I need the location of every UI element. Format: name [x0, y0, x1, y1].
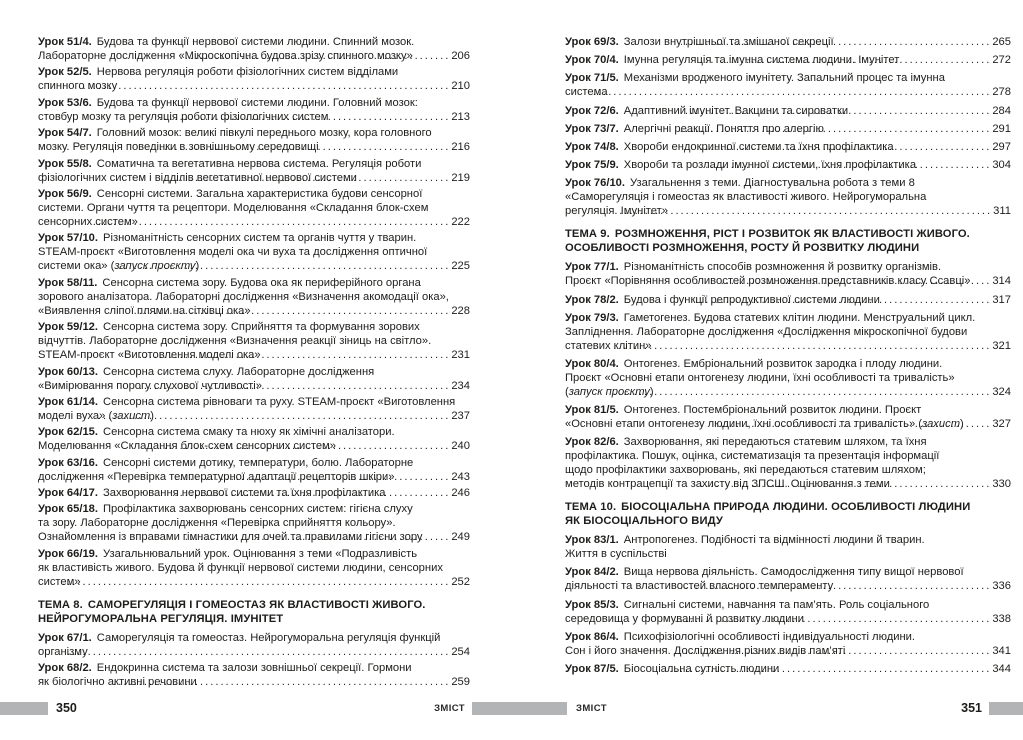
page-ref: 228 [451, 304, 470, 317]
entry-label: Урок 76/10. [565, 177, 626, 190]
page-ref: 338 [992, 612, 1011, 625]
footer-bar [989, 702, 1023, 715]
entry-text: середовища у формуванні й розвитку людини [565, 612, 804, 625]
dot-leader [686, 104, 992, 118]
page-ref: 272 [992, 54, 1011, 67]
dot-leader [67, 645, 450, 659]
page-ref: 324 [992, 385, 1011, 398]
entry-text: Моделювання «Складання блок-схем сенсорних систем» [38, 440, 336, 453]
entry-text: Урок 80/4. Онтогенез. Ембріональний розвиток зародка і плоду людини. [565, 357, 943, 370]
dot-leader [591, 85, 991, 99]
page-ref: 210 [451, 80, 470, 93]
entry-text: «Вимірювання порогу слухової чутливості» [38, 379, 262, 392]
toc-entry [565, 662, 1011, 676]
running-title: ЗМІСТ [434, 702, 465, 714]
page-ref: 222 [451, 215, 470, 228]
entry-text: Проєкт «Порівняння особливостей розмноження представників класу Ссавці» [565, 275, 971, 288]
entry-text: щодо профілактики захворювань, які передаються статевим шляхом; [565, 464, 926, 477]
dot-leader [114, 675, 451, 689]
toc-entry [565, 565, 1011, 593]
entry-text: Урок 75/9. Хвороби та розлади імунної системи, їхня профілактика [565, 159, 917, 172]
toc-entry [565, 140, 1011, 154]
page-ref: 327 [992, 418, 1011, 431]
page-ref: 297 [992, 140, 1011, 153]
page-ref: 219 [451, 171, 470, 184]
page-ref: 344 [992, 663, 1011, 675]
entry-text: регуляція. Імунітет» [565, 205, 669, 218]
toc-entry [38, 96, 470, 124]
entry-text: Урок 58/11. Сенсорна система зору. Будова ока як периферійного органа [38, 276, 421, 289]
toc-entry [38, 126, 470, 154]
page-ref: 284 [992, 104, 1011, 117]
dot-leader [97, 409, 451, 423]
page-ref: 225 [451, 260, 470, 273]
toc-theme-heading [565, 500, 1011, 528]
toc-entry [565, 311, 1011, 353]
dot-leader [63, 575, 450, 589]
entry-text: Ознайомлення із вправами гімнастики для очей та правилами гігієни зору [38, 531, 423, 544]
toc-entry [565, 598, 1011, 626]
footer-bar [472, 702, 512, 715]
page-ref: 240 [451, 440, 470, 453]
entry-text: системи ока» (запуск проєкту) [38, 260, 200, 273]
entry-label: Урок 73/7. [565, 122, 619, 135]
footer-bar [512, 702, 567, 715]
dot-leader [81, 79, 451, 93]
toc-entry [38, 456, 470, 484]
page-footer-right [512, 701, 1023, 715]
entry-text: Урок 86/4. Психофізіологічні особливості індивідуальності людини. [565, 630, 916, 643]
entry-label: Урок 57/10. [38, 232, 99, 245]
toc-entry [565, 403, 1011, 431]
entry-text: STEAM-проєкт «Виготовлення моделі ока» [38, 349, 261, 362]
toc-entry [38, 157, 470, 185]
entry-label: Урок 52/5. [38, 66, 92, 79]
page-right [512, 0, 1023, 740]
entry-text: ОСОБЛИВОСТІ РОЗМНОЖЕННЯ, РОСТУ Й РОЗВИТКУ ЛЮДИНИ [565, 242, 920, 255]
toc-entry [38, 425, 470, 453]
dot-leader [175, 470, 451, 484]
entry-text: зорового аналізатора. Лабораторні дослідження «Визначення акомодації ока», [38, 290, 449, 303]
entry-label: Урок 80/4. [565, 357, 619, 370]
dot-leader [695, 293, 991, 307]
toc-entry [565, 630, 1011, 658]
page-ref: 314 [992, 275, 1011, 288]
entry-text: Урок 77/1. Різноманітність способів розмноження й розвитку організмів. [565, 261, 942, 274]
page-ref: 246 [451, 487, 470, 500]
entry-text: «Виявлення сліпої плями на сітківці ока» [38, 304, 251, 317]
entry-label: ТЕМА 10. [565, 501, 617, 514]
toc-entry [38, 231, 470, 273]
entry-label: Урок 56/9. [38, 187, 92, 200]
entry-label: Урок 62/15. [38, 426, 99, 439]
page-ref: 249 [451, 531, 470, 544]
entry-label: Урок 68/2. [38, 662, 92, 675]
dot-leader [614, 385, 992, 399]
toc-entry [38, 65, 470, 93]
entry-text: Урок 56/9. Сенсорні системи. Загальна характеристика будови сенсорної [38, 187, 423, 200]
entry-text: Урок 63/16. Сенсорні системи дотику, температури, болю. Лабораторне [38, 456, 414, 469]
entry-label: Урок 84/2. [565, 566, 619, 579]
dot-leader [154, 140, 450, 154]
entry-text: Урок 59/12. Сенсорна система зору. Сприйняття та формування зорових [38, 321, 420, 334]
entry-text: як властивість живого. Будова й функції нервової системи людини, сенсорних [38, 561, 443, 574]
entry-text: Лабораторне дослідження «Мікроскопічна будова зрізу спинного мозку» [38, 50, 413, 62]
entry-text: Урок 68/2. Ендокринна система та залози зовнішньої секреції. Гормони [38, 662, 412, 675]
toc-entry [565, 104, 1011, 118]
footer-bar [0, 702, 48, 715]
entry-text: статевих клітин» [565, 339, 652, 352]
entry-label: Урок 87/5. [565, 663, 619, 675]
page-ref: 336 [992, 580, 1011, 593]
page-ref: 234 [451, 379, 470, 392]
entry-label: Урок 59/12. [38, 321, 99, 334]
entry-text: Урок 51/4. Будова та функції нервової системи людини. Спинний мозок. [38, 36, 415, 48]
toc-entry [565, 35, 1011, 49]
entry-label: Урок 75/9. [565, 159, 619, 172]
toc-entry [38, 486, 470, 500]
entry-text: мозку. Регуляція поведінки в зовнішньому середовищі [38, 141, 319, 154]
entry-text: Урок 61/14. Сенсорна система рівноваги та руху. STEAM-проєкт «Виготовлення [38, 395, 456, 408]
page-ref: 330 [992, 478, 1011, 491]
entry-text: Урок 57/10. Різноманітність сенсорних систем та органів чуття у тварин. [38, 232, 417, 245]
dot-leader [717, 417, 992, 431]
entry-label: Урок 82/6. [565, 436, 619, 449]
entry-text: дослідження «Перевірка температурної адаптації рецепторів шкіри» [38, 470, 395, 483]
entry-text: Урок 84/2. Вища нервова діяльність. Самодослідження типу вищої нервової [565, 566, 964, 579]
entry-text: моделі вуха» (захист) [38, 409, 154, 422]
entry-label: Урок 83/1. [565, 534, 619, 547]
entry-text: STEAM-проєкт «Виготовлення моделі ока чи вуха та дослідження оптичної [38, 246, 428, 259]
entry-text: Урок 52/5. Нервова регуляція роботи фізіологічних систем відділами [38, 66, 399, 79]
entry-text: ТЕМА 8. САМОРЕГУЛЯЦІЯ І ГОМЕОСТАЗ ЯК ВЛАСТИВОСТІ ЖИВОГО. [38, 598, 426, 611]
entry-label: Урок 71/5. [565, 72, 619, 85]
entry-label: Урок 74/8. [565, 140, 619, 153]
dot-leader [685, 644, 991, 658]
page-ref: 304 [992, 159, 1011, 172]
entry-text: фізіологічних систем і відділів вегетативної нервової системи [38, 171, 357, 184]
dot-leader [613, 339, 992, 353]
entry-text: Урок 78/2. Будова і функції репродуктивної системи людини [565, 293, 880, 306]
entry-text: діяльності та властивостей власного темпераменту [565, 580, 834, 593]
entry-text: спинного мозку [38, 80, 118, 93]
entry-label: Урок 65/18. [38, 503, 99, 516]
entry-text: Життя в суспільстві [565, 548, 667, 561]
dot-leader [681, 35, 991, 49]
page-ref: 317 [992, 293, 1011, 306]
dot-leader [705, 158, 992, 172]
entry-text: Урок 82/6. Захворювання, які передаються статевим шляхом, та їхня [565, 436, 927, 449]
dot-leader [133, 304, 451, 318]
page-ref: 341 [992, 644, 1011, 657]
toc-entry [565, 176, 1011, 218]
dot-leader [700, 53, 991, 67]
toc-entry [565, 53, 1011, 67]
dot-leader [179, 49, 450, 63]
entry-text: Урок 55/8. Соматична та вегетативна нервова система. Регуляція роботи [38, 157, 422, 170]
entry-text: Урок 67/1. Саморегуляція та гомеостаз. Нейрогуморальна регуляція функцій [38, 631, 441, 644]
entry-text: Урок 73/7. Алергічні реакції. Поняття про алергію [565, 122, 824, 135]
dot-leader [137, 379, 451, 393]
entry-text: сенсорних систем» [38, 215, 138, 228]
entry-label: Урок 67/1. [38, 631, 92, 644]
toc-entry [38, 35, 470, 63]
entry-text: Урок 72/6. Адаптивний імунітет. Вакцини та сироватки [565, 104, 849, 117]
entry-text: ТЕМА 10. БІОСОЦІАЛЬНА ПРИРОДА ЛЮДИНИ. ОСОБЛИВОСТІ ЛЮДИНИ [565, 501, 971, 514]
entry-text: «Саморегуляція і гомеостаз як властивості живого. Нейрогуморальна [565, 191, 927, 204]
page-ref: 252 [451, 575, 470, 588]
entry-text: ТЕМА 9. РОЗМНОЖЕННЯ, РІСТ І РОЗВИТОК ЯК ВЛАСТИВОСТІ ЖИВОГО. [565, 228, 970, 241]
entry-label: Урок 72/6. [565, 104, 619, 117]
entry-text: Урок 64/17. Захворювання нервової системи та їхня профілактика [38, 487, 386, 500]
page-ref: 243 [451, 470, 470, 483]
entry-text: відчуттів. Лабораторне дослідження «Визначення реакції зіниць на світло». [38, 335, 432, 348]
entry-label: Урок 61/14. [38, 395, 99, 408]
dot-leader [718, 274, 991, 288]
entry-text: Урок 69/3. Залози внутрішньої та змішаної секреції [565, 36, 834, 48]
entry-text: стовбур мозку та регуляція роботи фізіологічних систем [38, 110, 329, 123]
entry-label: Урок 55/8. [38, 157, 92, 170]
page-ref: 291 [992, 122, 1011, 135]
entry-text: Урок 53/6. Будова та функції нервової системи людини. Головний мозок: [38, 96, 418, 109]
entry-text: Урок 62/15. Сенсорна система смаку та нюху як хімічні аналізатори. [38, 426, 395, 439]
toc-entry [38, 395, 470, 423]
toc-entry [38, 547, 470, 589]
toc-column-right [565, 35, 1011, 680]
page-ref: 231 [451, 349, 470, 362]
entry-label: Урок 64/17. [38, 487, 99, 500]
entry-text: організму [38, 645, 88, 658]
entry-text: Урок 60/13. Сенсорна система слуху. Лабораторне дослідження [38, 365, 375, 378]
entry-label: Урок 78/2. [565, 293, 619, 306]
dot-leader [159, 439, 450, 453]
dot-leader [182, 530, 451, 544]
toc-entry [565, 122, 1011, 136]
page-footer-left [0, 701, 512, 715]
toc-theme-heading [38, 598, 470, 626]
entry-text: Урок 66/19. Узагальнювальний урок. Оцінювання з теми «Подразливість [38, 547, 418, 560]
entry-text: як біологічно активні речовини [38, 676, 197, 689]
entry-label: Урок 86/4. [565, 630, 619, 643]
entry-label: Урок 58/11. [38, 276, 98, 289]
dot-leader [115, 259, 451, 273]
dot-leader [678, 122, 991, 136]
entry-text: ЯК БІОСОЦІАЛЬНОГО ВИДУ [565, 515, 723, 528]
page-ref: 265 [992, 36, 1011, 48]
entry-label: Урок 60/13. [38, 365, 99, 378]
toc-entry [38, 631, 470, 659]
entry-text: (запуск проєкту) [565, 385, 654, 398]
toc-entry [565, 533, 1011, 561]
entry-text: Сон і його значення. Дослідження різних видів пам’яті [565, 644, 846, 657]
running-title: ЗМІСТ [576, 702, 607, 714]
page-ref: 311 [993, 205, 1011, 218]
page-ref: 216 [451, 141, 470, 154]
entry-label: Урок 81/5. [565, 404, 619, 417]
folio-page-number: 350 [56, 701, 77, 715]
toc-entry [565, 158, 1011, 172]
entry-label: Урок 51/4. [38, 36, 92, 48]
entry-text: Урок 79/3. Гаметогенез. Будова статевих клітин людини. Менструальний цикл. [565, 311, 976, 324]
entry-text: Урок 54/7. Головний мозок: великі півкулі переднього мозку, кора головного [38, 127, 432, 140]
dot-leader [681, 579, 991, 593]
entry-text: «Основні етапи онтогенезу людини, їхні особливості та тривалість» (захист) [565, 418, 964, 431]
dot-leader [698, 477, 992, 491]
dot-leader [672, 612, 992, 626]
toc-entry [38, 661, 470, 689]
entry-text: Урок 65/18. Профілактика захворювань сенсорних систем: гігієна слуху [38, 503, 413, 516]
toc-theme-heading [565, 227, 1011, 255]
toc-entry [565, 293, 1011, 307]
entry-label: Урок 66/19. [38, 547, 99, 560]
entry-text: систем» [38, 575, 81, 588]
entry-label: ТЕМА 8. [38, 598, 83, 611]
entry-text: система [565, 86, 608, 99]
entry-text: Урок 87/5. Біосоціальна сутність людини [565, 663, 780, 675]
entry-text: Запліднення. Лабораторне дослідження «Дослідження мікроскопічної будови [565, 325, 968, 338]
folio-page-number: 351 [961, 701, 982, 715]
page-ref: 259 [451, 676, 470, 689]
dot-leader [620, 204, 992, 218]
entry-text: Проєкт «Основні етапи онтогенезу людини, їхні особливості та тривалість» [565, 371, 955, 384]
toc-entry [565, 71, 1011, 99]
toc-entry [38, 502, 470, 544]
toc-entry [565, 260, 1011, 288]
entry-text: Урок 85/3. Сигнальні системи, навчання та пам’ять. Роль соціального [565, 598, 930, 611]
entry-text: Урок 81/5. Онтогенез. Постембріональний розвиток людини. Проєкт [565, 404, 922, 417]
toc-entry [565, 357, 1011, 399]
entry-text: Урок 74/8. Хвороби ендокринної системи та їхня профілактика [565, 140, 894, 153]
page-ref: 321 [992, 339, 1011, 352]
page-ref: 254 [451, 645, 470, 658]
entry-text: Урок 71/5. Механізми вродженого імунітету. Запальний процес та імунна [565, 72, 945, 85]
dot-leader [90, 215, 450, 229]
entry-label: Урок 53/6. [38, 96, 92, 109]
dot-leader [172, 486, 450, 500]
page-ref: 213 [451, 110, 470, 123]
entry-label: Урок 69/3. [565, 36, 619, 48]
entry-text: методів контрацепції та захисту від ЗПСШ. Оцінювання з теми [565, 478, 890, 491]
entry-text: профілактика. Пошук, оцінка, систематизація та презентація інформації [565, 450, 940, 463]
page-ref: 278 [992, 86, 1011, 99]
toc-entry [38, 187, 470, 229]
entry-text: Урок 76/10. Узагальнення з теми. Діагностувальна робота з теми 8 [565, 177, 915, 190]
entry-text: системи. Органи чуття та рецептори. Моделювання «Складання блок-схем [38, 201, 429, 214]
entry-text: та зору. Лабораторне дослідження «Перевірка сприйняття кольору». [38, 517, 396, 530]
toc-entry [38, 365, 470, 393]
dot-leader [165, 171, 451, 185]
entry-label: Урок 79/3. [565, 311, 619, 324]
entry-text: Урок 70/4. Імунна регуляція та імунна система людини. Імунітет [565, 54, 900, 67]
toc-entry [38, 320, 470, 362]
entry-text: НЕЙРОГУМОРАЛЬНА РЕГУЛЯЦІЯ. ІМУНІТЕТ [38, 612, 284, 625]
page-ref: 206 [451, 50, 470, 62]
dot-leader [664, 662, 992, 676]
entry-text: Урок 83/1. Антропогенез. Подібності та відмінності людини й тварин. [565, 534, 925, 547]
toc-column-left [38, 35, 470, 692]
toc-entry [38, 276, 470, 318]
entry-label: Урок 77/1. [565, 261, 619, 274]
dot-leader [136, 348, 450, 362]
dot-leader [157, 110, 450, 124]
toc-entry [565, 435, 1011, 491]
entry-label: Урок 54/7. [38, 127, 92, 140]
entry-label: Урок 63/16. [38, 456, 99, 469]
dot-leader [699, 140, 992, 154]
entry-label: ТЕМА 9. [565, 228, 610, 241]
entry-label: Урок 70/4. [565, 54, 619, 67]
entry-label: Урок 85/3. [565, 598, 619, 611]
page-ref: 237 [451, 409, 470, 422]
